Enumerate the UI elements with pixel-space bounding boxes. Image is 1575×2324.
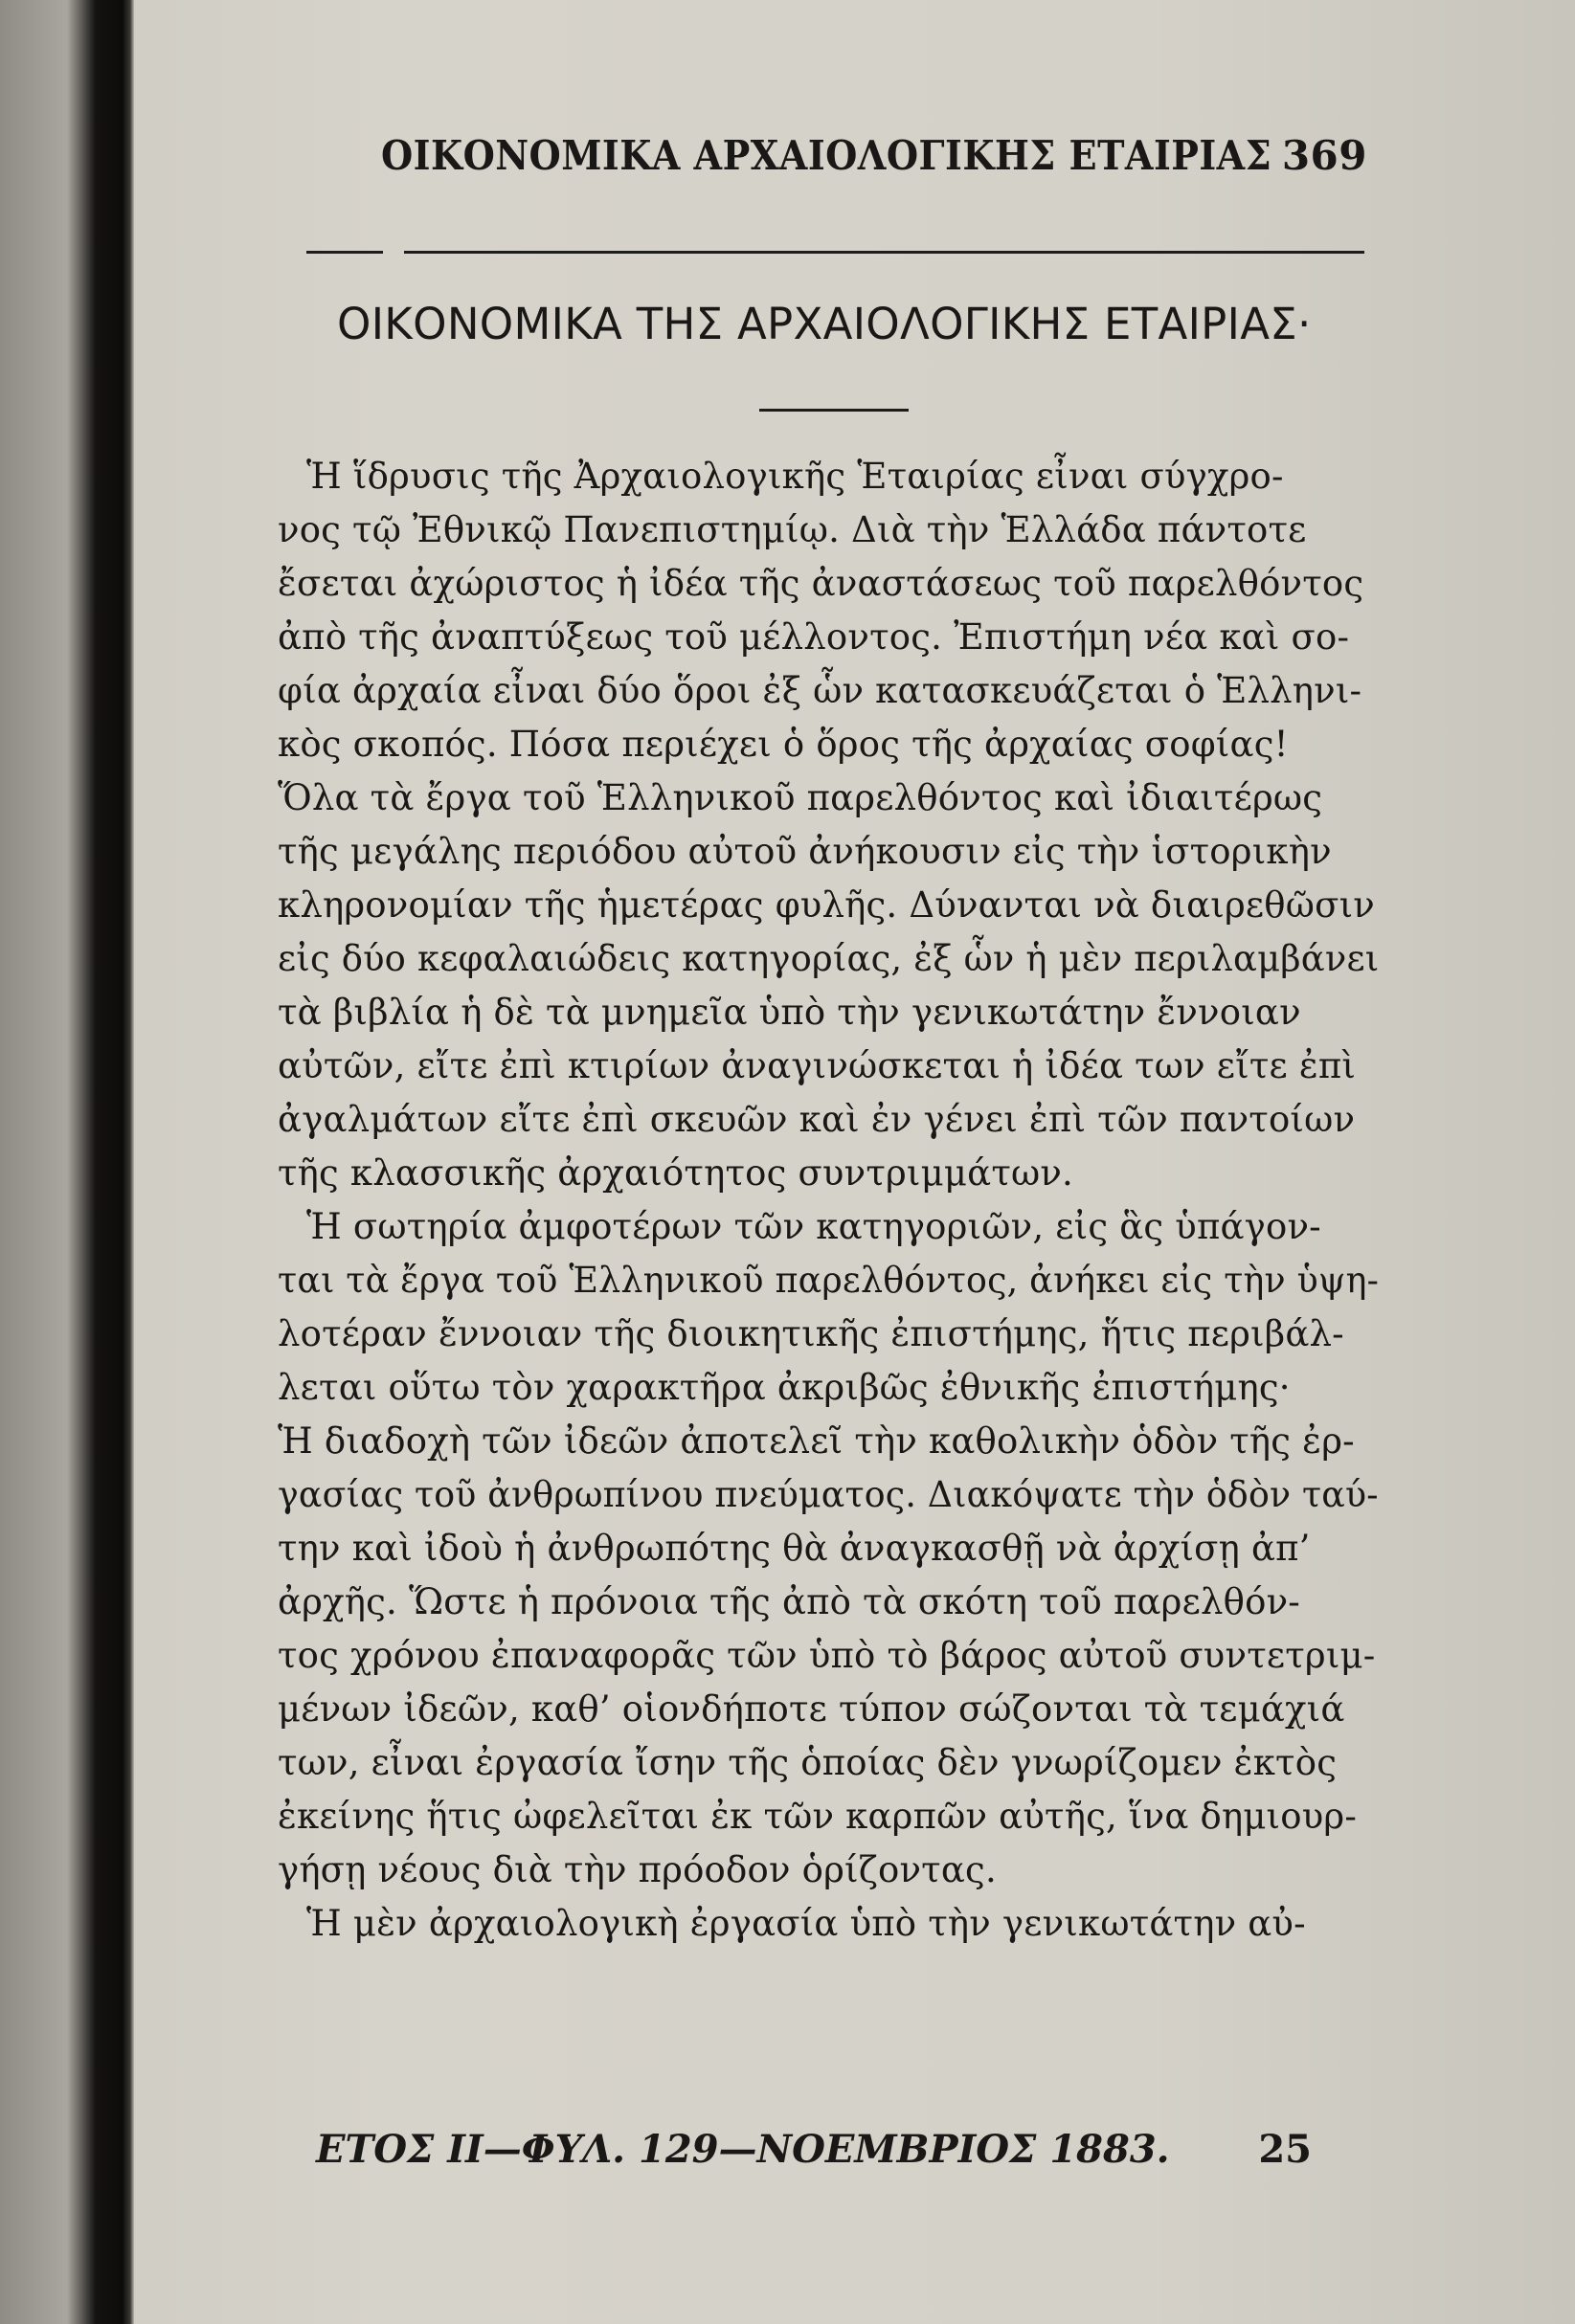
page-number: 369 bbox=[1281, 132, 1367, 179]
body-line: γήσῃ νέους διὰ τὴν πρόοδον ὁρίζοντας. bbox=[278, 1849, 997, 1890]
body-line: μένων ἰδεῶν, καθ’ οἱονδήποτε τύπον σώζονται τὰ τεμάχιά bbox=[278, 1688, 1345, 1730]
body-line: Ἡ ἵδρυσις τῆς Ἀρχαιολογικῆς Ἑταιρίας εἶναι σύγχρο- bbox=[306, 456, 1284, 497]
body-line: κληρονομίαν τῆς ἡμετέρας φυλῆς. Δύνανται νὰ διαιρεθῶσιν bbox=[278, 884, 1376, 926]
body-line: φία ἀρχαία εἶναι δύο ὅροι ἐξ ὧν κατασκευάζεται ὁ Ἑλληνι- bbox=[278, 670, 1362, 711]
body-line: ἀγαλμάτων εἴτε ἐπὶ σκευῶν καὶ ἐν γένει ἐπὶ τῶν παντοίων bbox=[278, 1099, 1356, 1140]
page-header bbox=[381, 132, 1367, 190]
body-line: ἀπὸ τῆς ἀναπτύξεως τοῦ μέλλοντος. Ἐπιστήμη νέα καὶ σο- bbox=[278, 616, 1350, 658]
body-line: Ὅλα τὰ ἔργα τοῦ Ἑλληνικοῦ παρελθόντος καὶ ἰδιαιτέρως bbox=[278, 777, 1323, 818]
body-line: Ἡ σωτηρία ἀμφοτέρων τῶν κατηγοριῶν, εἰς ἃς ὑπάγον- bbox=[306, 1206, 1321, 1247]
section-title: ΟΙΚΟΝΟΜΙΚΑ ΤΗΣ ΑΡΧΑΙΟΛΟΓΙΚΗΣ ΕΤΑΙΡΙΑΣ· bbox=[337, 299, 1312, 349]
body-line: ἔσεται ἀχώριστος ἡ ἰδέα τῆς ἀναστάσεως τοῦ παρελθόντος bbox=[278, 563, 1364, 604]
title-rule bbox=[759, 409, 909, 412]
body-line: Ἡ μὲν ἀρχαιολογικὴ ἐργασία ὑπὸ τὴν γενικωτάτην αὐ- bbox=[306, 1903, 1306, 1944]
body-line: ἐκείνης ἥτις ὠφελεῖται ἐκ τῶν καρπῶν αὐτῆς, ἵνα δημιουρ- bbox=[278, 1796, 1358, 1837]
body-line: εἰς δύο κεφαλαιώδεις κατηγορίας, ἐξ ὧν ἡ μὲν περιλαμβάνει bbox=[278, 938, 1380, 979]
body-line: νος τῷ Ἐθνικῷ Πανεπιστημίῳ. Διὰ τὴν Ἑλλάδα πάντοτε bbox=[278, 509, 1307, 550]
body-line: τῆς κλασσικῆς ἀρχαιότητος συντριμμάτων. bbox=[278, 1152, 1074, 1194]
book-binding-edge bbox=[0, 0, 134, 2324]
footer-issue: ΕΤΟΣ ΙΙ—ΦΥΛ. 129—ΝΟΕΜΒΡΙΟΣ 1883. bbox=[316, 2127, 1170, 2172]
body-line: λεται οὕτω τὸν χαρακτῆρα ἀκριβῶς ἐθνικῆς ἐπιστήμης· bbox=[278, 1367, 1291, 1408]
body-line: τὰ βιβλία ἡ δὲ τὰ μνημεῖα ὑπὸ τὴν γενικωτάτην ἔννοιαν bbox=[278, 992, 1301, 1033]
body-line: κὸς σκοπός. Πόσα περιέχει ὁ ὅρος τῆς ἀρχαίας σοφίας! bbox=[278, 724, 1289, 765]
body-line: αὐτῶν, εἴτε ἐπὶ κτιρίων ἀναγινώσκεται ἡ ἰδέα των εἴτε ἐπὶ bbox=[278, 1045, 1357, 1086]
header-rule-gap bbox=[383, 247, 404, 257]
body-line: Ἡ διαδοχὴ τῶν ἰδεῶν ἀποτελεῖ τὴν καθολικὴν ὁδὸν τῆς ἐρ- bbox=[278, 1420, 1355, 1462]
body-line: των, εἶναι ἐργασία ἴσην τῆς ὁποίας δὲν γνωρίζομεν ἐκτὸς bbox=[278, 1742, 1338, 1783]
body-text bbox=[278, 450, 1388, 2077]
body-line: ἀρχῆς. Ὥστε ἡ πρόνοια τῆς ἀπὸ τὰ σκότη τοῦ παρελθόν- bbox=[278, 1581, 1300, 1622]
signature-mark: 25 bbox=[1258, 2127, 1312, 2172]
body-line: γασίας τοῦ ἀνθρωπίνου πνεύματος. Διακόψατε τὴν ὁδὸν ταύ- bbox=[278, 1474, 1379, 1515]
body-line: ται τὰ ἔργα τοῦ Ἑλληνικοῦ παρελθόντος, ἀνήκει εἰς τὴν ὑψη- bbox=[278, 1260, 1380, 1301]
body-line: την καὶ ἰδοὺ ἡ ἀνθρωπότης θὰ ἀναγκασθῇ νὰ ἀρχίσῃ ἀπ’ bbox=[278, 1528, 1311, 1569]
body-line: τῆς μεγάλης περιόδου αὐτοῦ ἀνήκουσιν εἰς τὴν ἱστορικὴν bbox=[278, 831, 1332, 872]
page-footer bbox=[316, 2127, 1312, 2184]
running-title: ΟΙΚΟΝΟΜΙΚΑ ΑΡΧΑΙΟΛΟΓΙΚΗΣ ΕΤΑΙΡΙΑΣ bbox=[381, 132, 1272, 179]
body-line: τος χρόνου ἐπαναφορᾶς τῶν ὑπὸ τὸ βάρος αὐτοῦ συντετριμ- bbox=[278, 1635, 1376, 1676]
body-line: λοτέραν ἔννοιαν τῆς διοικητικῆς ἐπιστήμης, ἥτις περιβάλ- bbox=[278, 1313, 1344, 1354]
header-rule bbox=[306, 251, 1364, 254]
